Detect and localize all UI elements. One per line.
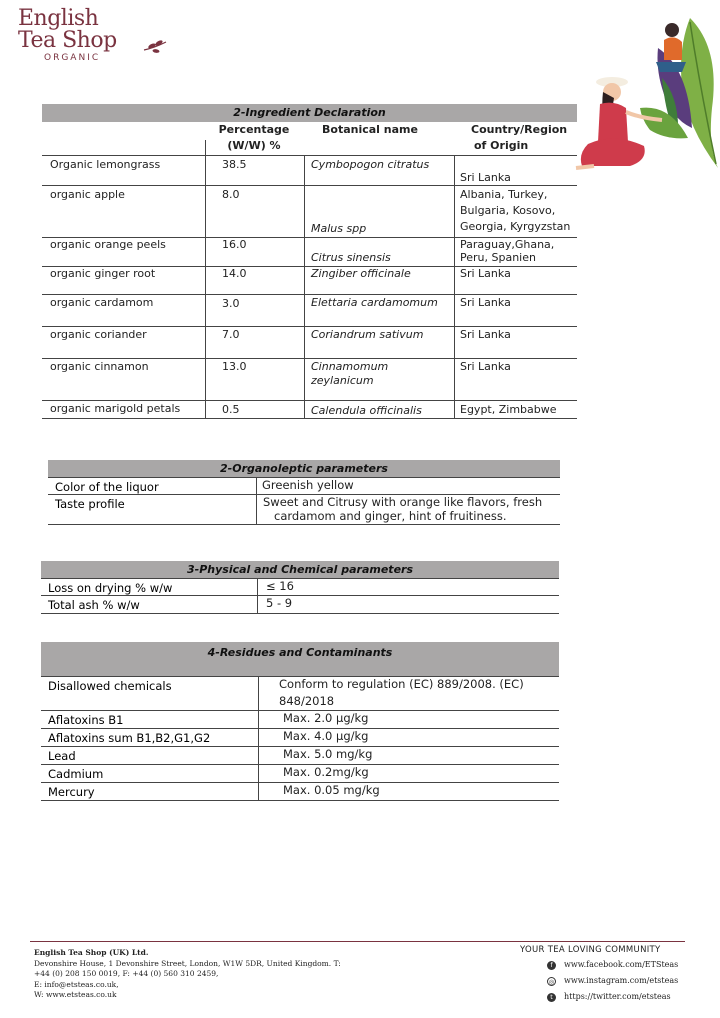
parameter-value: ≤ 16 [266, 579, 294, 593]
parameter-label: Lead [48, 749, 76, 763]
ingredient-pct: 3.0 [222, 297, 240, 310]
table-row [48, 477, 560, 495]
parameter-label: Color of the liquor [55, 480, 159, 494]
tea-picker-illustration [570, 8, 720, 180]
ingredient-country: Paraguay,Ghana, [460, 238, 555, 251]
ingredient-name: organic orange peels [50, 238, 166, 251]
ingredient-country-line-2: Bulgaria, Kosovo, [460, 204, 556, 217]
ingredient-country: Sri Lanka [460, 171, 511, 184]
instagram-link[interactable]: www.instagram.com/etsteas [564, 976, 679, 985]
parameter-value: Max. 4.0 µg/kg [283, 729, 369, 743]
table-row [41, 711, 559, 729]
address-line-2: +44 (0) 208 150 0019, F: +44 (0) 560 310 2459, [34, 969, 219, 978]
table-row [41, 765, 559, 783]
ingredient-name: organic apple [50, 188, 125, 201]
brand-line-2: Tea Shop [18, 28, 117, 53]
country-header-2: of Origin [474, 139, 529, 152]
table-row [41, 747, 559, 765]
ingredient-botanical: Elettaria cardamomum [311, 296, 438, 309]
ingredient-botanical-line-2: zeylanicum [311, 374, 374, 387]
ingredient-pct: 14.0 [222, 267, 247, 280]
ingredient-country-line-2: Peru, Spanien [460, 251, 536, 264]
table-row [42, 186, 577, 238]
residues-table [41, 642, 559, 801]
parameter-value: 5 - 9 [266, 596, 293, 610]
ingredient-botanical: Cinnamomum [311, 360, 389, 373]
ingredient-country: Egypt, Zimbabwe [460, 403, 557, 416]
parameter-value: Sweet and Citrusy with orange like flavors, fresh [263, 495, 543, 509]
ingredient-name: Organic lemongrass [50, 158, 161, 171]
percentage-unit-header: (W/W) % [227, 139, 281, 152]
table-row [41, 729, 559, 747]
ingredient-pct: 8.0 [222, 188, 240, 201]
leaf-sprig-icon [142, 38, 168, 54]
ingredient-country: Sri Lanka [460, 267, 511, 280]
twitter-link-row[interactable] [500, 992, 690, 1006]
ingredient-botanical: Zingiber officinale [311, 267, 411, 280]
parameter-label: Cadmium [48, 767, 104, 781]
physical-title: 3-Physical and Chemical parameters [41, 561, 559, 578]
ingredient-pct: 16.0 [222, 238, 247, 251]
ingredient-botanical: Malus spp [311, 222, 367, 235]
table-row [42, 327, 577, 359]
website-link[interactable]: W: www.etsteas.co.uk [34, 990, 117, 999]
table-row [42, 401, 577, 419]
ingredient-country: Sri Lanka [460, 360, 511, 373]
table-row [41, 578, 559, 596]
instagram-link-row[interactable] [500, 976, 690, 990]
parameter-value: Max. 0.2mg/kg [283, 765, 369, 779]
ingredient-country-line-3: Georgia, Kyrgyzstan [460, 220, 571, 233]
table-row [42, 267, 577, 295]
ingredient-botanical: Calendula officinalis [311, 404, 422, 417]
parameter-label: Disallowed chemicals [48, 679, 172, 693]
parameter-value-line-2: cardamom and ginger, hint of fruitiness. [274, 509, 507, 523]
table-row [41, 596, 559, 614]
organoleptic-table [48, 460, 560, 525]
ingredient-header-row [42, 122, 577, 156]
ingredient-pct: 13.0 [222, 360, 247, 373]
parameter-value: Conform to regulation (EC) 889/2008. (EC) [279, 677, 524, 691]
parameter-label: Mercury [48, 785, 95, 799]
email-link[interactable]: E: info@etsteas.co.uk, [34, 979, 119, 989]
parameter-label: Aflatoxins sum B1,B2,G1,G2 [48, 731, 211, 745]
community-heading: YOUR TEA LOVING COMMUNITY [520, 945, 661, 955]
ingredient-country: Albania, Turkey, [460, 188, 548, 201]
ingredient-name: organic coriander [50, 328, 147, 341]
table-row [42, 238, 577, 267]
organoleptic-title: 2-Organoleptic parameters [48, 460, 560, 477]
ingredient-botanical: Coriandrum sativum [311, 328, 424, 341]
residues-title: 4-Residues and Contaminants [41, 642, 559, 676]
social-links [500, 945, 690, 1006]
table-row [41, 676, 559, 711]
twitter-icon: t [547, 993, 556, 1002]
ingredient-name: organic marigold petals [50, 402, 181, 415]
footer-divider [30, 941, 685, 942]
parameter-value: Max. 5.0 mg/kg [283, 747, 373, 761]
ingredient-botanical: Cymbopogon citratus [311, 158, 430, 171]
company-address [34, 948, 341, 1001]
parameter-value: Greenish yellow [262, 478, 354, 492]
ingredient-table [42, 104, 577, 419]
parameter-value: Max. 2.0 µg/kg [283, 711, 369, 725]
table-row [42, 295, 577, 327]
botanical-header: Botanical name [322, 123, 418, 136]
ingredient-pct: 38.5 [222, 158, 247, 171]
facebook-link-row[interactable] [500, 960, 690, 974]
brand-logo [18, 8, 168, 64]
table-row [42, 359, 577, 401]
physical-table [41, 561, 559, 614]
facebook-icon: f [547, 961, 556, 970]
table-row [48, 495, 560, 525]
twitter-link[interactable]: https://twitter.com/etsteas [564, 992, 671, 1001]
address-line-1: Devonshire House, 1 Devonshire Street, London, W1W 5DR, United Kingdom. T: [34, 958, 341, 968]
ingredient-country: Sri Lanka [460, 296, 511, 309]
parameter-label: Total ash % w/w [48, 598, 140, 612]
instagram-icon: ◎ [548, 978, 555, 986]
percentage-header: Percentage [218, 123, 290, 136]
parameter-value: Max. 0.05 mg/kg [283, 783, 380, 797]
parameter-label: Taste profile [55, 497, 125, 511]
ingredient-country: Sri Lanka [460, 328, 511, 341]
ingredient-pct: 7.0 [222, 328, 240, 341]
table-row [42, 156, 577, 186]
brand-line-1: English [18, 6, 99, 31]
ingredient-name: organic cardamom [50, 296, 154, 309]
ingredient-table-title: 2-Ingredient Declaration [42, 104, 577, 122]
company-name: English Tea Shop (UK) Ltd. [34, 948, 149, 957]
ingredient-name: organic ginger root [50, 267, 156, 280]
parameter-label: Loss on drying % w/w [48, 581, 173, 595]
parameter-label: Aflatoxins B1 [48, 713, 124, 727]
facebook-link[interactable]: www.facebook.com/ETSteas [564, 960, 679, 969]
table-row [41, 783, 559, 801]
ingredient-botanical: Citrus sinensis [311, 251, 391, 264]
parameter-value-line-2: 848/2018 [279, 694, 335, 708]
ingredient-name: organic cinnamon [50, 360, 149, 373]
ingredient-pct: 0.5 [222, 403, 240, 416]
country-header: Country/Region [471, 123, 568, 136]
brand-line-3: ORGANIC [44, 53, 101, 63]
